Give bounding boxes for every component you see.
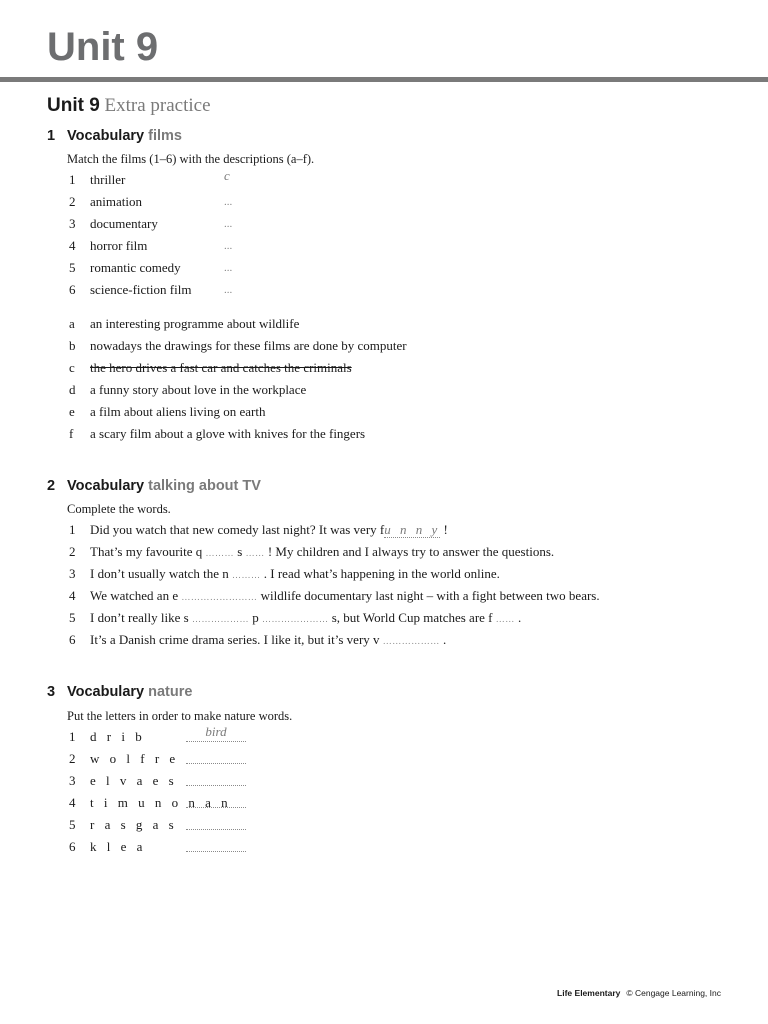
page-footer bbox=[557, 988, 721, 998]
exercise-topic: films bbox=[148, 128, 182, 144]
jumble-item bbox=[69, 793, 709, 813]
answer-line[interactable] bbox=[186, 807, 246, 808]
exercise-2-heading bbox=[47, 476, 261, 496]
film-type: thriller bbox=[90, 172, 126, 187]
section-heading bbox=[47, 94, 211, 118]
exercise-number: 2 bbox=[47, 478, 56, 494]
description-text-crossed-out: the hero drives a fast car and catches the criminals bbox=[90, 360, 352, 375]
description-text: a scary film about a glove with knives for the fingers bbox=[90, 426, 366, 441]
exercise-topic: nature bbox=[148, 684, 193, 700]
sentence bbox=[90, 586, 600, 607]
exercise-kind: Vocabulary bbox=[67, 128, 145, 144]
item-number: 2 bbox=[69, 751, 76, 766]
answer-gap[interactable]: …… bbox=[495, 614, 515, 624]
page-header bbox=[0, 0, 768, 83]
answer-field[interactable]: ... bbox=[224, 240, 233, 252]
item-number: 2 bbox=[69, 194, 76, 209]
sentence-item bbox=[69, 542, 709, 562]
answer-line[interactable] bbox=[186, 741, 246, 742]
description-text: an interesting programme about wildlife bbox=[90, 316, 300, 331]
answer-gap[interactable]: …… bbox=[245, 548, 265, 558]
item-number: 3 bbox=[69, 566, 76, 581]
jumble-item bbox=[69, 749, 709, 769]
description-text: a film about aliens living on earth bbox=[90, 404, 266, 419]
film-type: animation bbox=[90, 194, 142, 209]
sentence bbox=[90, 630, 446, 651]
item-number: 4 bbox=[69, 238, 76, 253]
film-item bbox=[69, 192, 709, 212]
item-number: 6 bbox=[69, 839, 76, 854]
item-letter: b bbox=[69, 338, 76, 353]
item-number: 6 bbox=[69, 282, 76, 297]
unit-title: Unit 9 bbox=[47, 25, 159, 69]
exercise-kind: Vocabulary bbox=[67, 684, 145, 700]
exercise-kind: Vocabulary bbox=[67, 478, 145, 494]
sentence bbox=[90, 520, 448, 540]
film-type: science-fiction film bbox=[90, 282, 192, 297]
book-title: Life Elementary bbox=[557, 988, 621, 998]
description-item bbox=[69, 424, 709, 444]
exercise-1-instruction: Match the films (1–6) with the descriptions (a–f). bbox=[67, 152, 315, 166]
jumbled-letters: t i m u n o n a n bbox=[90, 795, 232, 810]
jumble-item bbox=[69, 815, 709, 835]
exercise-topic: talking about TV bbox=[148, 478, 261, 494]
film-type: romantic comedy bbox=[90, 260, 181, 275]
sentence-text: ! My children and I always try to answer the questions. bbox=[264, 544, 555, 559]
item-letter: d bbox=[69, 382, 76, 397]
item-number: 6 bbox=[69, 632, 76, 647]
answer-field[interactable]: ... bbox=[224, 196, 233, 208]
exercise-3-instruction: Put the letters in order to make nature words. bbox=[67, 709, 293, 723]
film-item bbox=[69, 280, 709, 300]
answer-line[interactable] bbox=[186, 851, 246, 852]
item-number: 2 bbox=[69, 544, 76, 559]
answer-gap[interactable]: ……………… bbox=[191, 614, 249, 624]
sentence bbox=[90, 608, 521, 629]
jumbled-letters: r a s g a s bbox=[90, 817, 178, 832]
sentence-item bbox=[69, 586, 709, 606]
item-number: 4 bbox=[69, 588, 76, 603]
jumble-item bbox=[69, 724, 709, 747]
header-rule bbox=[0, 77, 768, 82]
film-item bbox=[69, 258, 709, 278]
item-letter: e bbox=[69, 404, 75, 419]
answer-text: bird bbox=[205, 724, 227, 739]
item-number: 3 bbox=[69, 773, 76, 788]
sentence-text: I don’t usually watch the n bbox=[90, 566, 229, 581]
item-letter: c bbox=[69, 360, 75, 375]
film-item bbox=[69, 214, 709, 234]
item-number: 3 bbox=[69, 216, 76, 231]
exercise-1-heading bbox=[47, 126, 182, 146]
sentence-text: . bbox=[514, 610, 522, 625]
sentence bbox=[90, 564, 500, 585]
sentence-text: s, but World Cup matches are f bbox=[328, 610, 493, 625]
sentence-text: That’s my favourite q bbox=[90, 544, 203, 559]
description-item bbox=[69, 380, 709, 400]
sentence-item bbox=[69, 608, 709, 628]
sentence-text: ! bbox=[440, 522, 448, 537]
answer-field[interactable]: ... bbox=[224, 218, 233, 230]
item-number: 4 bbox=[69, 795, 76, 810]
answer-gap[interactable]: ………………… bbox=[261, 614, 329, 624]
answer-line[interactable] bbox=[186, 785, 246, 786]
answer-gap[interactable]: ……………… bbox=[382, 636, 440, 646]
sentence-text: Did you watch that new comedy last night? It was very f bbox=[90, 522, 385, 537]
sentence-text: . I read what’s happening in the world online. bbox=[260, 566, 500, 581]
answer-gap[interactable]: ……… bbox=[232, 570, 261, 580]
item-number: 1 bbox=[69, 172, 76, 187]
example-answer[interactable]: u n n y bbox=[384, 522, 441, 537]
item-number: 1 bbox=[69, 522, 76, 537]
sentence bbox=[90, 542, 554, 563]
section-title: Extra practice bbox=[104, 95, 211, 116]
jumble-item bbox=[69, 771, 709, 791]
exercise-number: 1 bbox=[47, 128, 56, 144]
sentence-text: s bbox=[234, 544, 243, 559]
item-letter: a bbox=[69, 316, 75, 331]
answer-field[interactable]: c bbox=[224, 168, 230, 183]
answer-field[interactable]: ... bbox=[224, 262, 233, 274]
answer-field[interactable]: ... bbox=[224, 284, 233, 296]
item-number: 5 bbox=[69, 260, 76, 275]
item-number: 5 bbox=[69, 817, 76, 832]
answer-gap[interactable]: ……… bbox=[205, 548, 235, 558]
sentence-item bbox=[69, 564, 709, 584]
item-number: 1 bbox=[69, 729, 76, 744]
description-item bbox=[69, 358, 709, 378]
item-letter: f bbox=[69, 426, 74, 441]
description-text: nowadays the drawings for these films are done by computer bbox=[90, 338, 407, 353]
answer-gap[interactable]: …………………… bbox=[181, 592, 258, 602]
copyright: © Cengage Learning, Inc bbox=[626, 988, 721, 998]
answer-line[interactable] bbox=[186, 829, 246, 830]
exercise-2-instruction: Complete the words. bbox=[67, 502, 171, 516]
sentence-text: We watched an e bbox=[90, 588, 179, 603]
exercise-number: 3 bbox=[47, 684, 56, 700]
description-text: a funny story about love in the workplace bbox=[90, 382, 307, 397]
sentence-text: wildlife documentary last night – with a fight between two bears. bbox=[257, 588, 600, 603]
sentence-text: . bbox=[439, 632, 447, 647]
sentence-text: It’s a Danish crime drama series. I like it, but it’s very v bbox=[90, 632, 380, 647]
jumbled-letters: e l v a e s bbox=[90, 773, 178, 788]
item-number: 5 bbox=[69, 610, 76, 625]
sentence-text: I don’t really like s bbox=[90, 610, 189, 625]
film-item bbox=[69, 170, 709, 190]
film-type: documentary bbox=[90, 216, 158, 231]
description-item bbox=[69, 336, 709, 356]
sentence-item bbox=[69, 630, 709, 650]
section-unit: Unit 9 bbox=[47, 95, 100, 116]
jumbled-letters: w o l f r e bbox=[90, 751, 179, 766]
jumble-item bbox=[69, 837, 709, 857]
sentence-item bbox=[69, 520, 709, 540]
film-type: horror film bbox=[90, 238, 148, 253]
jumbled-letters: d r i b bbox=[90, 729, 146, 744]
description-item bbox=[69, 402, 709, 422]
description-item bbox=[69, 314, 709, 334]
sentence-text: p bbox=[248, 610, 259, 625]
answer-line[interactable] bbox=[186, 763, 246, 764]
jumbled-letters: k l e a bbox=[90, 839, 146, 854]
exercise-3-heading bbox=[47, 682, 192, 702]
film-item bbox=[69, 236, 709, 256]
